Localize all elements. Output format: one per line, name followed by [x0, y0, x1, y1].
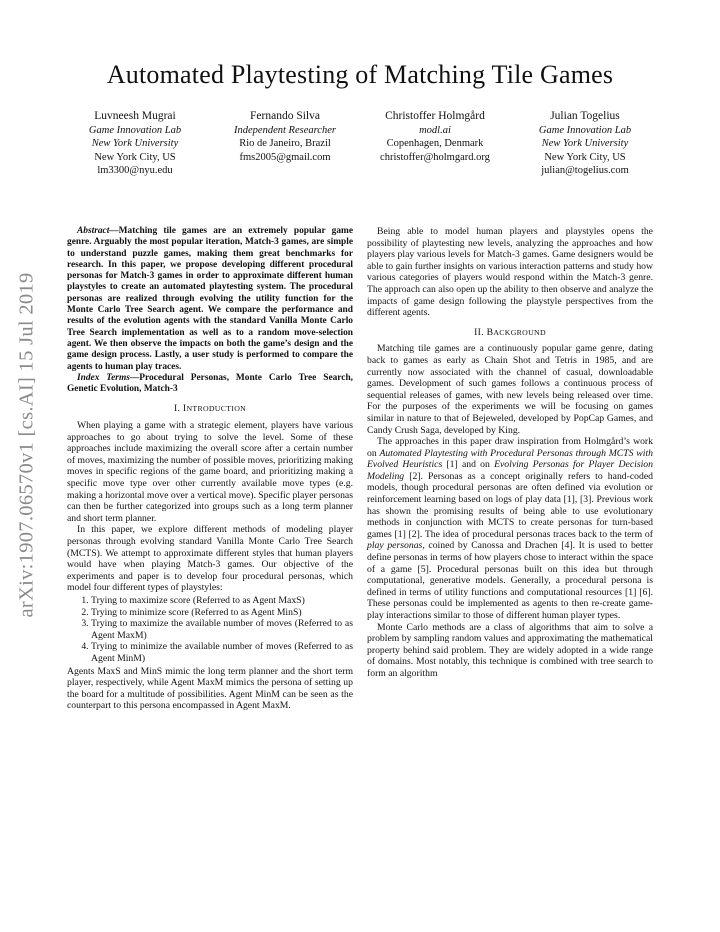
author-block [60, 110, 660, 178]
author-3 [360, 110, 510, 178]
author-name: Luvneesh Mugrai [94, 110, 176, 122]
section-rest: NTRODUCTION [186, 404, 247, 414]
arxiv-stamp-text: arXiv:1907.06570v1 [cs.AI] 15 Jul 2019 [15, 272, 38, 618]
intro-paragraph-4: Being able to model human players and playstyles opens the possibility of playtesting new levels, analyzing the approaches and how players play various levels for Match-3 games. Game designers would be able to gain further insights on various interaction patterns and study how various categories of players would respond within the Match-3 genre. The approach can also open up the ability to then observe and analyze the impacts of game design following the playstyle perspectives from the different agents. [367, 226, 653, 319]
text-run: The approaches in this paper draw inspiration from Holmgård’s work on [367, 436, 653, 459]
intro-paragraph-2: In this paper, we explore different methods of modeling player personas through evolving standard Vanilla Monte Carlo Tree Search (MCTS). We attempt to approximate different styles that human players would have when playing Match-3 games. Our objective of the experiments and paper is to develop four procedural personas, which model four different types of playstyles: [67, 524, 353, 594]
intro-paragraph-1: When playing a game with a strategic element, players have various approaches to go about trying to solve the level. Some of these approaches include maximizing the overall score after a certain number of moves, maximizing the number of possible moves, prioritizing making moves in specific regions of the game board, and prioritizing making a specific move type over other currently available move types (e.g. making a horizontal move over a vertical move). Specific player personas can then be further categorized into groups such as a long term planner and short term planner. [67, 420, 353, 524]
author-4 [510, 110, 660, 178]
abstract [67, 226, 353, 373]
text-run: [2]. Personas as a concept originally refers to hand-coded models, though procedural personas are often defined via evolution or reinforcement learning based on logs of play data [1], [3]. Previous work has shown the promising results of being able to use evolutionary methods in conjunction with MCTS to create personas for turn-based games [1] [2]. The idea of procedural personas traces back to the term of [367, 470, 653, 540]
author-location: New York City, US [94, 151, 176, 163]
paper-title: Automated Playtesting of Matching Tile Games [106, 60, 614, 89]
author-name: Fernando Silva [250, 110, 320, 122]
playstyle-list [67, 595, 353, 665]
author-2 [210, 110, 360, 178]
index-terms-text: —Procedural Personas, Monte Carlo Tree Search, Genetic Evolution, Match-3 [67, 372, 353, 395]
emphasized-term: play personas [367, 540, 423, 552]
section-number: II. [474, 326, 487, 338]
abstract-text: —Matching tile games are an extremely popular game genre. Arguably the most popular iteration, Match-3 games, are simple to understand puzzle games, making them great benchmarks for research. In this paper, we propose developing different procedural personas for Match-3 games in order to approximate different human playstyles to create an automated playtesting system. The procedural personas are realized through evolving the utility function for the Monte Carlo Tree Search agent. We compare the performance and results of the evolution agents with the standard Vanilla Monte Carlo Tree Search implementation as well as to a random move-selection agent. We then observe the impacts on both the game’s design and the game design process. Lastly, a user study is performed to compare the agents to human play traces. [67, 226, 353, 372]
author-location: New York City, US [544, 151, 626, 163]
intro-paragraph-3: Agents MaxS and MinS mimic the long term planner and the short term player, respectively, while Agent MaxM mimics the persona of setting up the board for a multitude of possibilities. Agent MinM can be seen as the counterpart to this persona encompassed in Agent MaxM. [67, 665, 353, 712]
author-email: lm3300@nyu.edu [97, 165, 173, 176]
background-paragraph-1: Matching tile games are a continuously popular game genre, dating back to games as early as Chain Shot and Tetris in 1985, and are currently now associated with the channel of casual, downloadable games. Development of such games follows a continuous process of sequential releases of games, with new levels being released over time. For the purposes of the experiments we will be focusing on games similar in nature to that of Bejeweled, developed by PopCap Games, and Candy Crush Saga, developed by King. [367, 343, 653, 436]
author-location: Rio de Janeiro, Brazil [239, 138, 331, 149]
background-paragraph-2 [367, 436, 653, 622]
left-column [67, 226, 353, 712]
author-email: fms2005@gmail.com [239, 151, 331, 163]
index-terms-label: Index Terms [77, 372, 130, 383]
author-email: christoffer@holmgard.org [380, 151, 490, 163]
section-number: I. [173, 403, 183, 415]
cited-title: Evolving Personas for Player Decision Modeling [367, 459, 653, 482]
list-item: 2. Trying to minimize score (Referred to as Agent MinS) [91, 607, 353, 619]
author-org: modl.ai [419, 124, 451, 136]
author-institution: New York University [541, 138, 629, 149]
abstract-label: Abstract [77, 226, 110, 236]
author-org: Game Innovation Lab [538, 124, 632, 136]
text-run: , coined by Canossa and Drachen [4]. It is used to better define personas in terms of how players chose to interact within the space of a game [5]. Procedural personas built on this idea but through computational, generative models. Generally, a procedural persona is defined in terms of utility functions and computational resources [1] [6]. These personas could be implemented as agents to then re-create game-play interactions similar to those of different human player types. [367, 540, 653, 621]
list-item: 3. Trying to maximize the available number of moves (Referred to as Agent MaxM) [91, 618, 353, 641]
list-item: 1. Trying to maximize score (Referred to as Agent MaxS) [91, 595, 353, 607]
author-name: Christoffer Holmgård [385, 110, 485, 122]
section-initial: I [182, 403, 187, 415]
section-heading-introduction [67, 403, 353, 415]
author-1 [60, 110, 210, 178]
author-email: julian@togelius.com [541, 165, 629, 176]
index-terms [67, 373, 353, 396]
author-org: Independent Researcher [234, 124, 336, 136]
author-location: Copenhagen, Denmark [386, 138, 484, 149]
section-initial: B [486, 326, 494, 338]
list-item: 4. Trying to minimize the available number of moves (Referred to as Agent MinM) [91, 641, 353, 664]
right-column [367, 226, 653, 680]
author-org: Game Innovation Lab [88, 124, 182, 136]
author-institution: New York University [91, 138, 179, 149]
author-name: Julian Togelius [550, 110, 620, 122]
cited-title: Automated Playtesting with Procedural Personas through MCTS with Evolved Heuristics [367, 447, 653, 471]
text-run: [1] and on [442, 459, 495, 471]
arxiv-stamp [10, 235, 44, 655]
background-paragraph-3: Monte Carlo methods are a class of algorithms that aim to solve a problem by sampling random values and approximating the mathematical property behind said problem. They are widely adopted in a wide range of domains. Most notably, this technique is combined with tree search to form an algorithm [367, 621, 653, 679]
section-heading-background [367, 327, 653, 339]
section-rest: ACKGROUND [493, 327, 546, 337]
